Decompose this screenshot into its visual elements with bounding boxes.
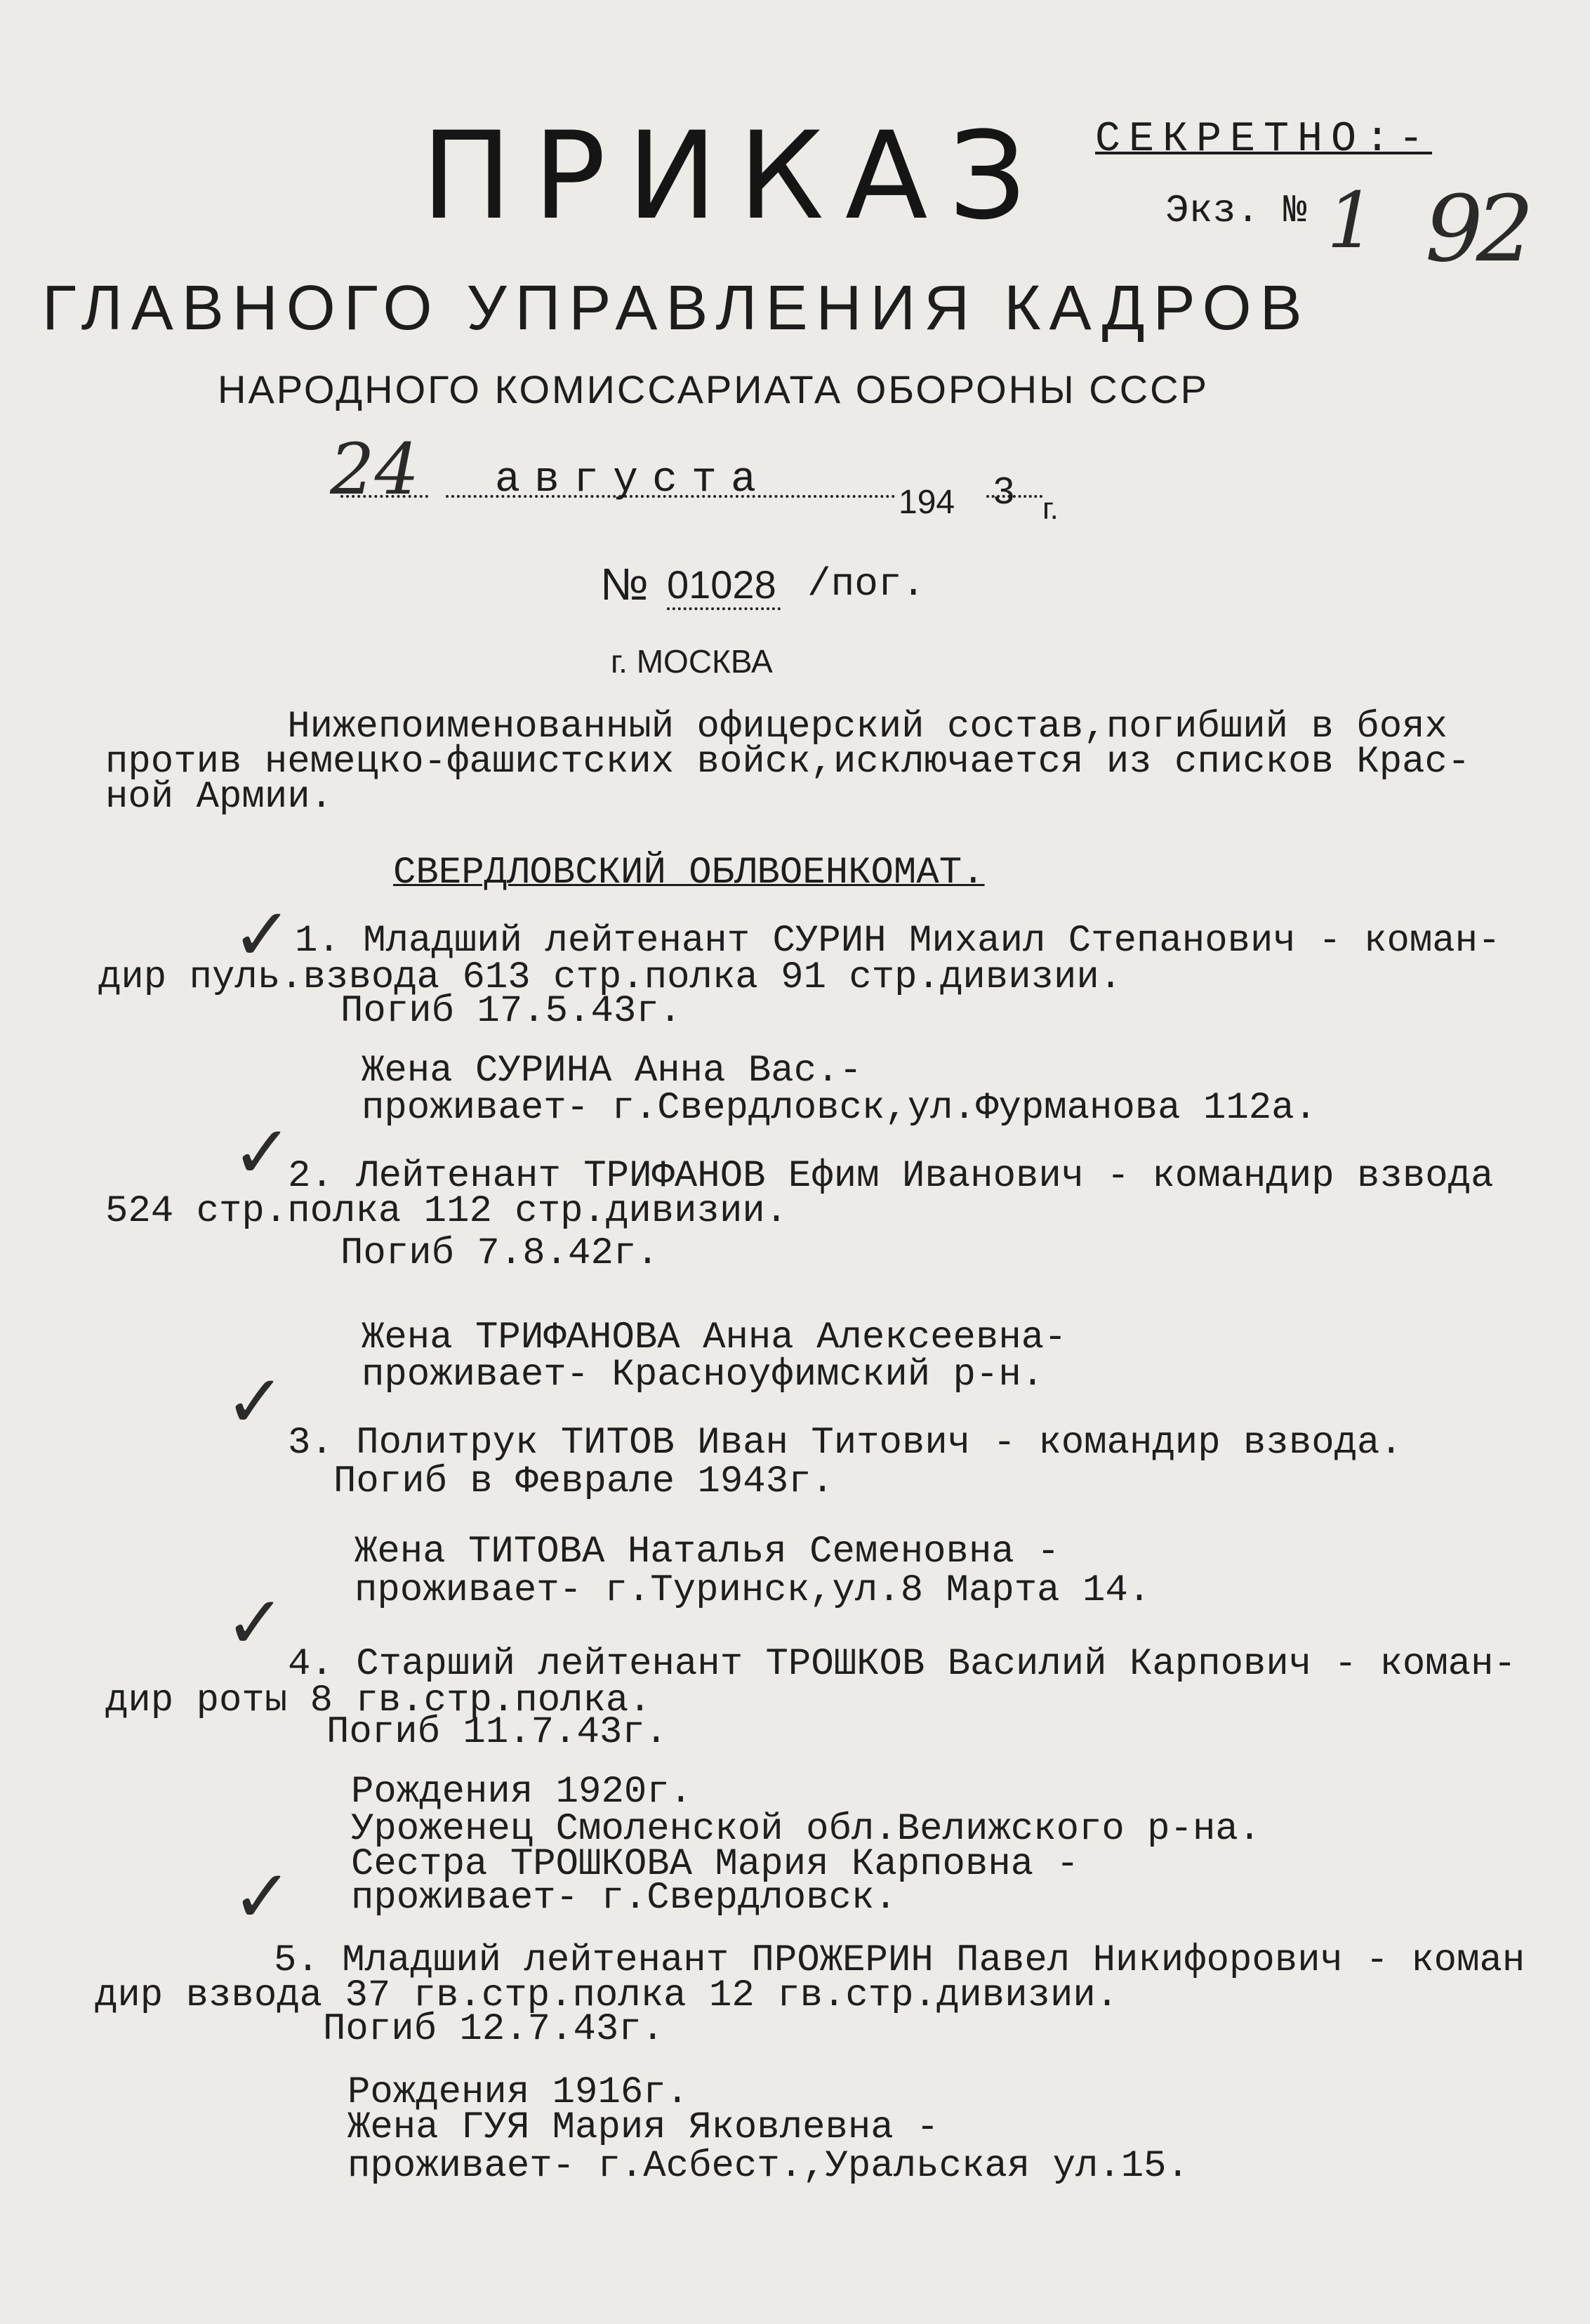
secrecy-stamp: СЕКРЕТНО:- xyxy=(1095,116,1433,164)
entry-2-detail-2: проживает- Красноуфимский р-н. xyxy=(362,1354,1045,1397)
intro-line-2: против немецко-фашистских войск,исключается из списков Крас- xyxy=(105,741,1471,784)
entry-4-detail-1: Рождения 1920г. xyxy=(351,1771,693,1814)
entry-4-line-2: дир роты 8 гв.стр.полка. xyxy=(105,1679,651,1722)
entry-4-line-1: 4. Старший лейтенант ТРОШКОВ Василий Карпович - коман- xyxy=(288,1643,1516,1686)
entry-1-detail-2: проживает- г.Свердловск,ул.Фурманова 112а. xyxy=(362,1087,1318,1130)
intro-line-1: Нижепоименованный офицерский состав,погибший в боях xyxy=(105,706,1447,748)
entry-2-line-2: 524 стр.полка 112 стр.дивизии. xyxy=(105,1190,788,1233)
entry-3-detail-2: проживает- г.Туринск,ул.8 Марта 14. xyxy=(355,1569,1151,1612)
check-mark-icon: ✓ xyxy=(232,1109,293,1195)
date-year-g: г. xyxy=(1042,491,1059,526)
entry-3-line-2: Погиб в Феврале 1943г. xyxy=(333,1460,834,1503)
check-mark-icon: ✓ xyxy=(225,1359,286,1444)
city: г. МОСКВА xyxy=(611,643,773,680)
check-mark-icon: ✓ xyxy=(232,892,293,977)
entry-5-line-3: Погиб 12.7.43г. xyxy=(323,2008,665,2051)
copy-number-handwritten: 1 xyxy=(1327,176,1376,265)
entry-2-detail-1: Жена ТРИФАНОВА Анна Алексеевна- xyxy=(362,1316,1067,1359)
entry-4-detail-4: проживает- г.Свердловск. xyxy=(351,1877,897,1920)
order-number-sign: № xyxy=(600,559,649,609)
entry-4-detail-2: Уроженец Смоленской обл.Велижского р-на. xyxy=(351,1808,1261,1851)
entry-5-detail-1: Рождения 1916г. xyxy=(347,2071,689,2114)
entry-1-detail-1: Жена СУРИНА Анна Вас.- xyxy=(362,1050,862,1092)
entry-1-line-2: дир пуль.взвода 613 стр.полка 91 стр.дивизии. xyxy=(98,956,1122,999)
entry-2-line-1: 2. Лейтенант ТРИФАНОВ Ефим Иванович - командир взвода xyxy=(288,1155,1494,1198)
date-month: августа xyxy=(495,456,771,504)
intro-line-3: ной Армии. xyxy=(105,776,333,819)
entry-4-line-3: Погиб 11.7.43г. xyxy=(326,1711,668,1754)
entry-5-line-2: дир взвода 37 гв.стр.полка 12 гв.стр.дивизии. xyxy=(95,1974,1119,2017)
date-day-handwritten: 24 xyxy=(330,428,420,510)
date-year-suffix: 3 xyxy=(993,470,1015,512)
order-number-suffix: /пог. xyxy=(807,562,926,607)
issuer-line-1: ГЛАВНОГО УПРАВЛЕНИЯ КАДРОВ xyxy=(42,273,1311,343)
copy-label: Экз. № xyxy=(1165,188,1307,233)
entry-1-line-1: 1. Младший лейтенант СУРИН Михаил Степанович - коман- xyxy=(295,920,1501,963)
entry-2-line-3: Погиб 7.8.42г. xyxy=(340,1232,659,1275)
copy-extra-handwritten: 92 xyxy=(1425,176,1528,282)
entry-1-line-3: Погиб 17.5.43г. xyxy=(340,990,682,1033)
check-mark-icon: ✓ xyxy=(232,1854,293,1939)
entry-5-detail-3: проживает- г.Асбест.,Уральская ул.15. xyxy=(347,2145,1189,2188)
check-mark-icon: ✓ xyxy=(225,1580,286,1665)
document-title: ПРИКАЗ xyxy=(421,105,1047,246)
order-number: 01028 xyxy=(667,562,781,610)
entry-5-line-1: 5. Младший лейтенант ПРОЖЕРИН Павел Никифорович - коман xyxy=(274,1939,1525,1982)
section-heading: СВЕРДЛОВСКИЙ ОБЛВОЕНКОМАТ. xyxy=(393,852,985,894)
entry-4-detail-3: Сестра ТРОШКОВА Мария Карповна - xyxy=(351,1843,1079,1886)
issuer-line-2: НАРОДНОГО КОМИССАРИАТА ОБОРОНЫ СССР xyxy=(218,367,1209,411)
entry-5-detail-2: Жена ГУЯ Мария Яковлевна - xyxy=(347,2106,939,2149)
date-year-prefix: 194 xyxy=(899,484,955,521)
entry-3-detail-1: Жена ТИТОВА Наталья Семеновна - xyxy=(355,1531,1060,1573)
entry-3-line-1: 3. Политрук ТИТОВ Иван Титович - командир взвода. xyxy=(288,1422,1403,1465)
